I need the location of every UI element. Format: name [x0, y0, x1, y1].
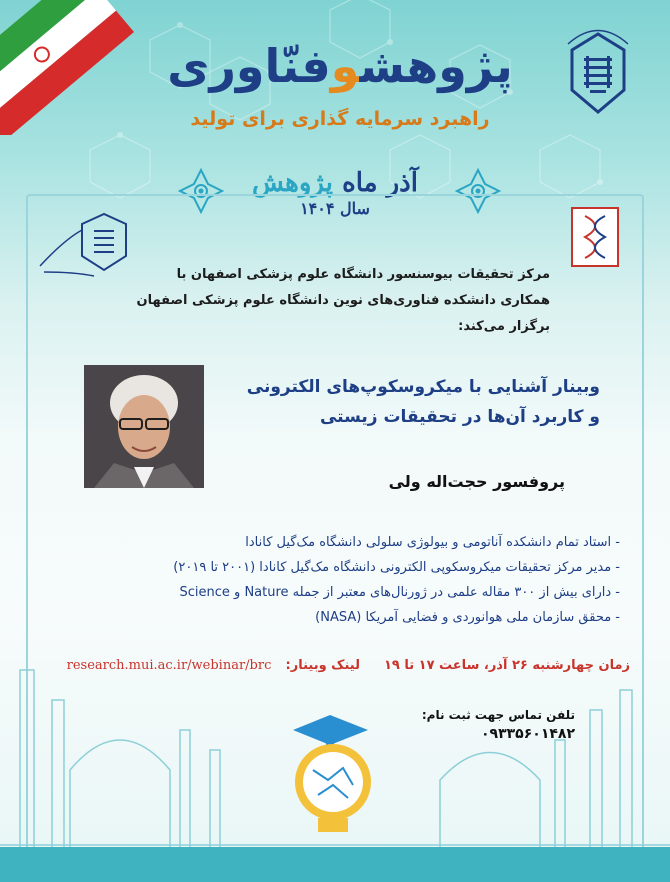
graduation-brain-emblem-icon	[268, 690, 398, 840]
intro-text	[110, 262, 550, 340]
webinar-link-label: لینک وبینار:	[285, 658, 360, 673]
intro-line: همکاری دانشکده فناوری‌های نوین دانشگاه علوم پزشکی اصفهان برگزار می‌کند:	[136, 293, 550, 334]
bio-item: - مدیر مرکز تحقیقات میکروسکوپی الکترونی دانشگاه مک‌گیل کانادا (۲۰۰۱ تا ۲۰۱۹)	[173, 560, 620, 575]
title-part-research: پژوهش	[359, 39, 513, 93]
webinar-link	[40, 658, 360, 673]
registration-contact	[395, 708, 575, 742]
iran-flag-icon	[0, 0, 135, 135]
poster-slogan: راهبرد سرمایه گذاری برای تولید	[190, 108, 490, 130]
bio-item: - دارای بیش از ۳۰۰ مقاله علمی در ژورنال‌های معتبر از جمله Nature و Science	[179, 585, 620, 600]
title-part-technology: فنّاوری	[167, 39, 331, 93]
month-accent-text: پژوهش	[252, 168, 333, 198]
webinar-title	[220, 372, 640, 432]
webinar-title-line: وبینار آشنایی با میکروسکوپ‌های الکترونی	[246, 377, 600, 397]
contact-phone: ۰۹۳۳۵۶۰۱۴۸۲	[481, 726, 575, 742]
intro-line: مرکز تحقیقات بیوسنسور دانشگاه علوم پزشکی اصفهان با	[176, 267, 550, 282]
month-text: آذر ماه	[342, 168, 418, 198]
speaker-photo	[84, 365, 204, 488]
poster-title	[140, 38, 540, 94]
speaker-name: پروفسور حجت‌اله ولی	[388, 472, 565, 491]
bio-item: - استاد تمام دانشکده آناتومی و بیولوژی سلولی دانشگاه مک‌گیل کانادا	[245, 535, 620, 550]
year-text: سال ۱۴۰۴	[300, 199, 370, 218]
title-connector: و	[330, 39, 360, 93]
contact-label: تلفن تماس جهت ثبت نام:	[421, 708, 575, 722]
bio-item: - محقق سازمان ملی هوانوردی و فضایی آمریکا (NASA)	[315, 610, 620, 625]
university-logo-icon	[548, 12, 648, 122]
biosensor-center-logo-icon	[570, 206, 620, 268]
speaker-bio-list	[120, 530, 620, 630]
webinar-link-url[interactable]: research.mui.ac.ir/webinar/brc	[66, 658, 272, 673]
event-time: زمان چهارشنبه ۲۶ آذر، ساعت ۱۷ تا ۱۹	[383, 658, 630, 673]
footer-bar	[0, 847, 670, 882]
webinar-title-line: و کاربرد آن‌ها در تحقیقات زیستی	[319, 407, 600, 427]
